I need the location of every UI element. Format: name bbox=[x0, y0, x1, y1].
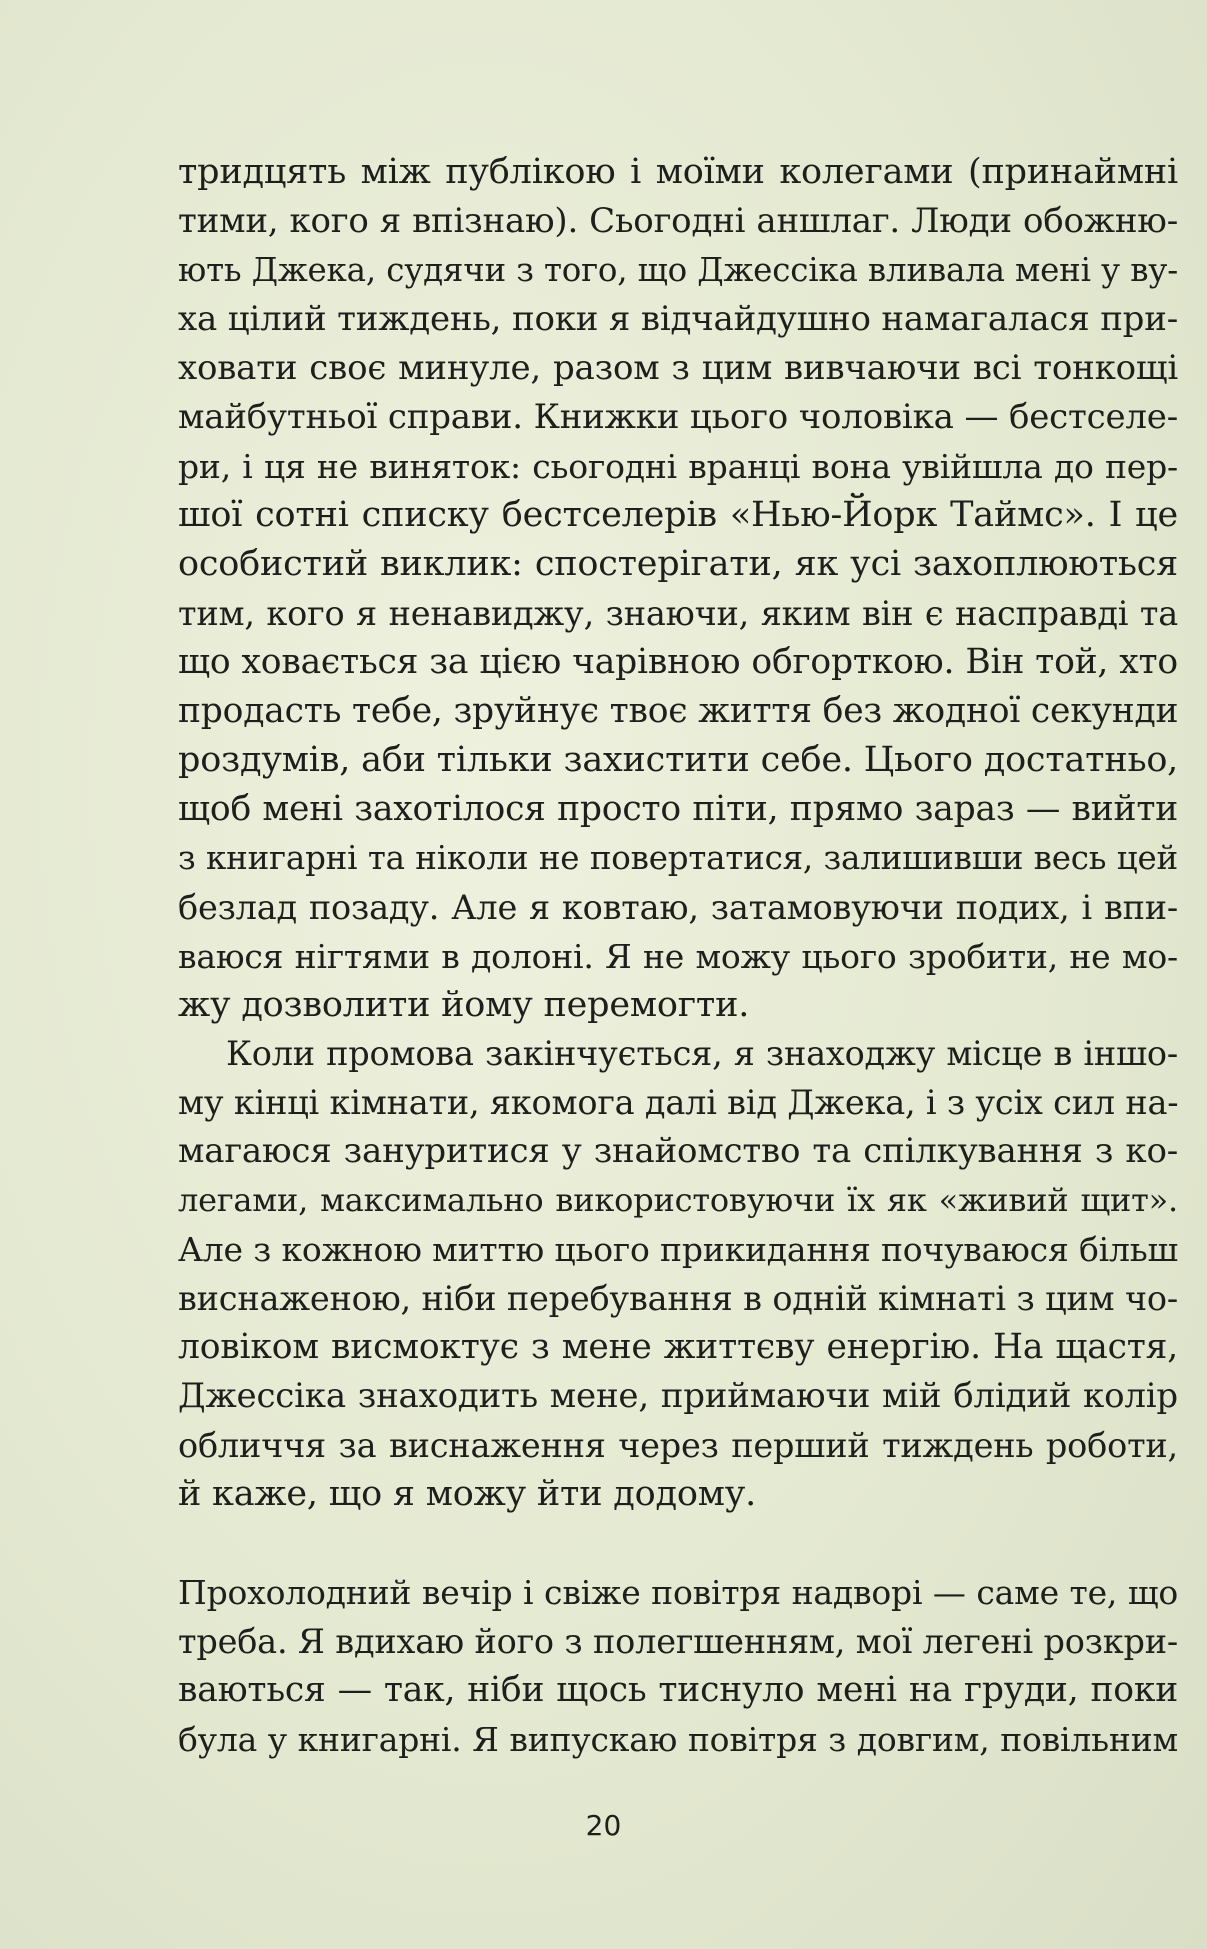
text-line: ри, і ця не виняток: сьогодні вранці вона увійшла до пер- bbox=[178, 447, 1178, 486]
text-line: ваються — так, ніби щось тиснуло мені на груди, поки bbox=[178, 1670, 1178, 1710]
text-line: Коли промова закінчується, я знаходжу місце в іншо- bbox=[226, 1034, 1178, 1073]
text-line: й каже, що я можу йти додому. bbox=[178, 1474, 757, 1514]
text-line: Але з кожною миттю цього прикидання почуваюся більш bbox=[178, 1230, 1178, 1269]
text-line: тридцять між публікою і моїми колегами (принаймні bbox=[178, 152, 1178, 192]
text-line: роздумів, аби тільки захистити себе. Цього достатньо, bbox=[178, 740, 1179, 780]
text-line: була у книгарні. Я випускаю повітря з довгим, повільним bbox=[178, 1720, 1178, 1759]
text-line: з книгарні та ніколи не повертатися, залишивши весь цей bbox=[178, 839, 1178, 877]
text-line: ховати своє минуле, разом з цим вивчаючи всі тонкощі bbox=[178, 348, 1178, 388]
text-line: ють Джека, судячи з того, що Джессіка вливала мені у ву- bbox=[178, 251, 1178, 289]
text-line: жу дозволити йому перемогти. bbox=[178, 985, 750, 1025]
text-line: магаюся зануритися у знайомство та спілкування з ко- bbox=[178, 1131, 1178, 1171]
text-line: шої сотні списку бестселерів «Нью-Йорк Таймс». І це bbox=[178, 495, 1178, 535]
text-line: тими, кого я впізнаю). Сьогодні аншлаг. Люди обожню- bbox=[178, 201, 1178, 241]
text-line: що ховається за цією чарівною обгорткою. Він той, хто bbox=[178, 642, 1178, 682]
text-line: майбутньої справи. Книжки цього чоловіка — бестселе- bbox=[178, 397, 1178, 437]
text-line: му кінці кімнати, якомога далі від Джека, і з усіх сил на- bbox=[178, 1083, 1179, 1122]
paragraph-2 bbox=[178, 1029, 1178, 1519]
page-number: 20 bbox=[585, 1809, 622, 1842]
text-line: ха цілий тиждень, поки я відчайдушно намагалася при- bbox=[178, 299, 1178, 339]
text-line: Прохолодний вечір і свіже повітря надворі — саме те, що bbox=[178, 1573, 1178, 1612]
text-line: легами, максимально використовуючи їх як «живий щит». bbox=[178, 1181, 1178, 1219]
text-line: безлад позаду. Але я ковтаю, затамовуючи подих, і впи- bbox=[178, 888, 1178, 927]
text-line: треба. Я вдихаю його з полегшенням, мої легені розкри- bbox=[178, 1622, 1178, 1661]
text-line: щоб мені захотілося просто піти, прямо зараз — вийти bbox=[178, 789, 1178, 829]
text-line: виснаженою, ніби перебування в одній кімнаті з цим чо- bbox=[178, 1279, 1178, 1318]
text-line: ловіком висмоктує з мене життєву енергію. На щастя, bbox=[178, 1327, 1178, 1367]
paragraph-1 bbox=[178, 148, 1178, 1030]
text-line: обличчя за виснаження через перший тиждень роботи, bbox=[178, 1426, 1178, 1465]
text-line: ваюся нігтями в долоні. Я не можу цього зробити, не мо- bbox=[178, 937, 1178, 976]
text-line: особистий виклик: спостерігати, як усі захоплюються bbox=[178, 544, 1178, 584]
text-line: продасть тебе, зруйнує твоє життя без жодної секунди bbox=[178, 691, 1179, 731]
paragraph-3 bbox=[178, 1568, 1178, 1764]
text-line: тим, кого я ненавиджу, знаючи, яким він є насправді та bbox=[178, 594, 1178, 633]
text-line: Джессіка знаходить мене, приймаючи мій блідий колір bbox=[178, 1376, 1178, 1416]
